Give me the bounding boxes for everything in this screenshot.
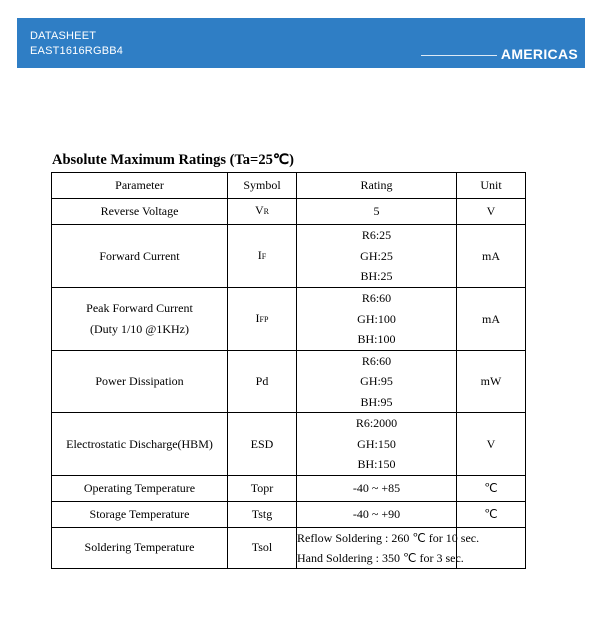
- ratings-table: [51, 172, 526, 569]
- parameter-text: Operating Temperature: [83, 480, 196, 495]
- symbol-cell: [228, 527, 297, 568]
- unit-cell: mA: [457, 225, 526, 288]
- table-row: [52, 288, 526, 351]
- rating-text: -40 ~ +90: [352, 506, 401, 521]
- rating-text: R6:2000: [355, 416, 398, 430]
- rating-text: GH:100: [357, 311, 396, 326]
- parameter-cell: [52, 225, 228, 288]
- rating-cell: [297, 413, 457, 476]
- parameter-text: Reverse Voltage: [100, 204, 179, 219]
- document-id: [30, 29, 123, 59]
- rating-text: Reflow Soldering : 260 ℃ for 10 sec.: [297, 530, 480, 545]
- table-row: [52, 199, 526, 225]
- parameter-cell: [52, 288, 228, 351]
- rating-cell: [297, 527, 480, 568]
- rating-text: BH:100: [357, 332, 396, 346]
- symbol-text: ESD: [250, 436, 274, 451]
- column-header: Unit: [457, 173, 526, 199]
- parameter-text: Forward Current: [99, 248, 180, 263]
- symbol-cell: [228, 225, 297, 288]
- table-row: [52, 350, 526, 413]
- table-body: [52, 199, 526, 569]
- symbol-cell: [228, 350, 297, 413]
- unit-cell: ℃: [457, 475, 526, 501]
- parameter-text: (Duty 1/10 @1KHz): [89, 321, 190, 336]
- symbol-text: I: [255, 310, 260, 325]
- unit-cell: V: [457, 199, 526, 225]
- unit-cell: V: [457, 413, 526, 476]
- symbol-subscript: F: [261, 251, 267, 261]
- parameter-cell: [52, 199, 228, 225]
- unit-cell: ℃: [457, 501, 526, 527]
- column-header: Symbol: [228, 173, 297, 199]
- column-header: Rating: [297, 173, 457, 199]
- rating-cell: [297, 501, 457, 527]
- symbol-text: Pd: [255, 374, 269, 388]
- section-title: Absolute Maximum Ratings (Ta=25℃): [52, 152, 294, 168]
- symbol-cell: [228, 501, 297, 527]
- rating-text: R6:25: [361, 228, 392, 243]
- rating-cell: [297, 288, 457, 351]
- rating-text: 5: [373, 204, 380, 219]
- rating-text: GH:150: [357, 436, 396, 451]
- symbol-text: I: [257, 247, 262, 262]
- parameter-cell: [52, 350, 228, 413]
- parameter-cell: [52, 527, 228, 568]
- rating-text: R6:60: [361, 353, 392, 368]
- rating-cell: [297, 350, 457, 413]
- table-row: [52, 225, 526, 288]
- parameter-cell: [52, 501, 228, 527]
- unit-cell: mA: [457, 288, 526, 351]
- rating-text: BH:25: [360, 269, 393, 284]
- symbol-text: Topr: [250, 480, 274, 495]
- symbol-subscript: R: [263, 207, 269, 217]
- parameter-text: Storage Temperature: [89, 506, 190, 521]
- parameter-cell: [52, 413, 228, 476]
- symbol-cell: [228, 288, 297, 351]
- rating-cell: [297, 475, 457, 501]
- document-header: [17, 18, 585, 68]
- rating-text: GH:25: [360, 248, 393, 263]
- part-number: EAST1616RGBB4: [30, 45, 124, 57]
- symbol-cell: [228, 475, 297, 501]
- unit-cell: mW: [457, 350, 526, 413]
- symbol-cell: [228, 199, 297, 225]
- parameter-text: Soldering Temperature: [84, 540, 195, 555]
- symbol-subscript: FP: [259, 314, 269, 324]
- rating-text: BH:95: [360, 394, 393, 409]
- rating-text: Hand Soldering : 350 ℃ for 3 sec.: [297, 550, 464, 565]
- column-header: Parameter: [52, 173, 228, 199]
- symbol-text: Tstg: [251, 506, 273, 521]
- doc-type-label: DATASHEET: [30, 30, 97, 42]
- parameter-text: Electrostatic Discharge(HBM): [66, 436, 213, 451]
- table-row: [52, 475, 526, 501]
- brand-logo: AMERICAS: [500, 46, 578, 62]
- symbol-text: V: [254, 203, 264, 218]
- symbol-text: Tsol: [251, 540, 273, 555]
- parameter-text: Power Dissipation: [95, 374, 184, 388]
- parameter-cell: [52, 475, 228, 501]
- table-row: [52, 413, 526, 476]
- table-row: [52, 527, 526, 568]
- rating-text: -40 ~ +85: [352, 480, 401, 495]
- symbol-cell: [228, 413, 297, 476]
- rating-text: GH:95: [360, 374, 393, 388]
- rating-text: BH:150: [357, 457, 396, 471]
- header-rule: [421, 55, 497, 56]
- rating-text: R6:60: [361, 291, 392, 305]
- parameter-text: Peak Forward Current: [86, 301, 193, 316]
- table-header-row: [52, 173, 526, 199]
- rating-cell: [297, 225, 457, 288]
- table-row: [52, 501, 526, 527]
- rating-cell: [297, 199, 457, 225]
